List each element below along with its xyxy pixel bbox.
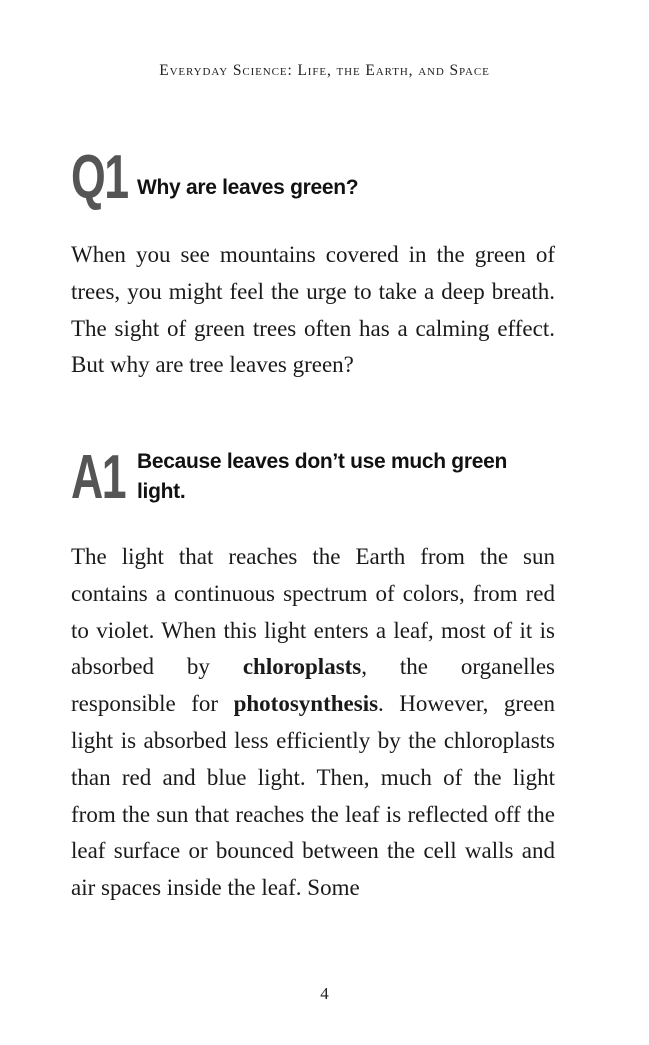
term-chloroplasts: chloroplasts	[242, 654, 362, 680]
question-marker: Q1	[71, 143, 128, 212]
answer-paragraph	[71, 539, 555, 907]
answer-marker: A1	[71, 443, 126, 512]
answer-text-3: . However, green light is absorbed less efficiently by the chloroplasts than red and blue light. Then, much of the light from the sun that reaches the leaf is reflected off the leaf surface or bounced between the cell walls and air spaces inside the leaf. Some	[71, 691, 555, 901]
answer-text-1: The light that reaches the Earth from the sun contains a continuous spectrum of colors, from red to violet. When this light enters a leaf, most of it is absorbed by	[71, 544, 555, 680]
question-heading	[71, 143, 359, 212]
answer-title: Because leaves don’t use much green light.	[137, 450, 507, 503]
page-number: 4	[320, 984, 329, 1003]
term-photosynthesis: photosynthesis	[233, 691, 379, 717]
question-title: Why are leaves green?	[137, 176, 359, 199]
answer-heading	[71, 443, 557, 512]
question-paragraph: When you see mountains covered in the green of trees, you might feel the urge to take a deep breath. The sight of green trees often has a calming effect. But why are tree leaves green?	[71, 242, 555, 378]
answer-text-2: , the organelles responsible for	[71, 654, 556, 717]
running-head: Everyday Science: Life, the Earth, and Space	[159, 62, 490, 79]
